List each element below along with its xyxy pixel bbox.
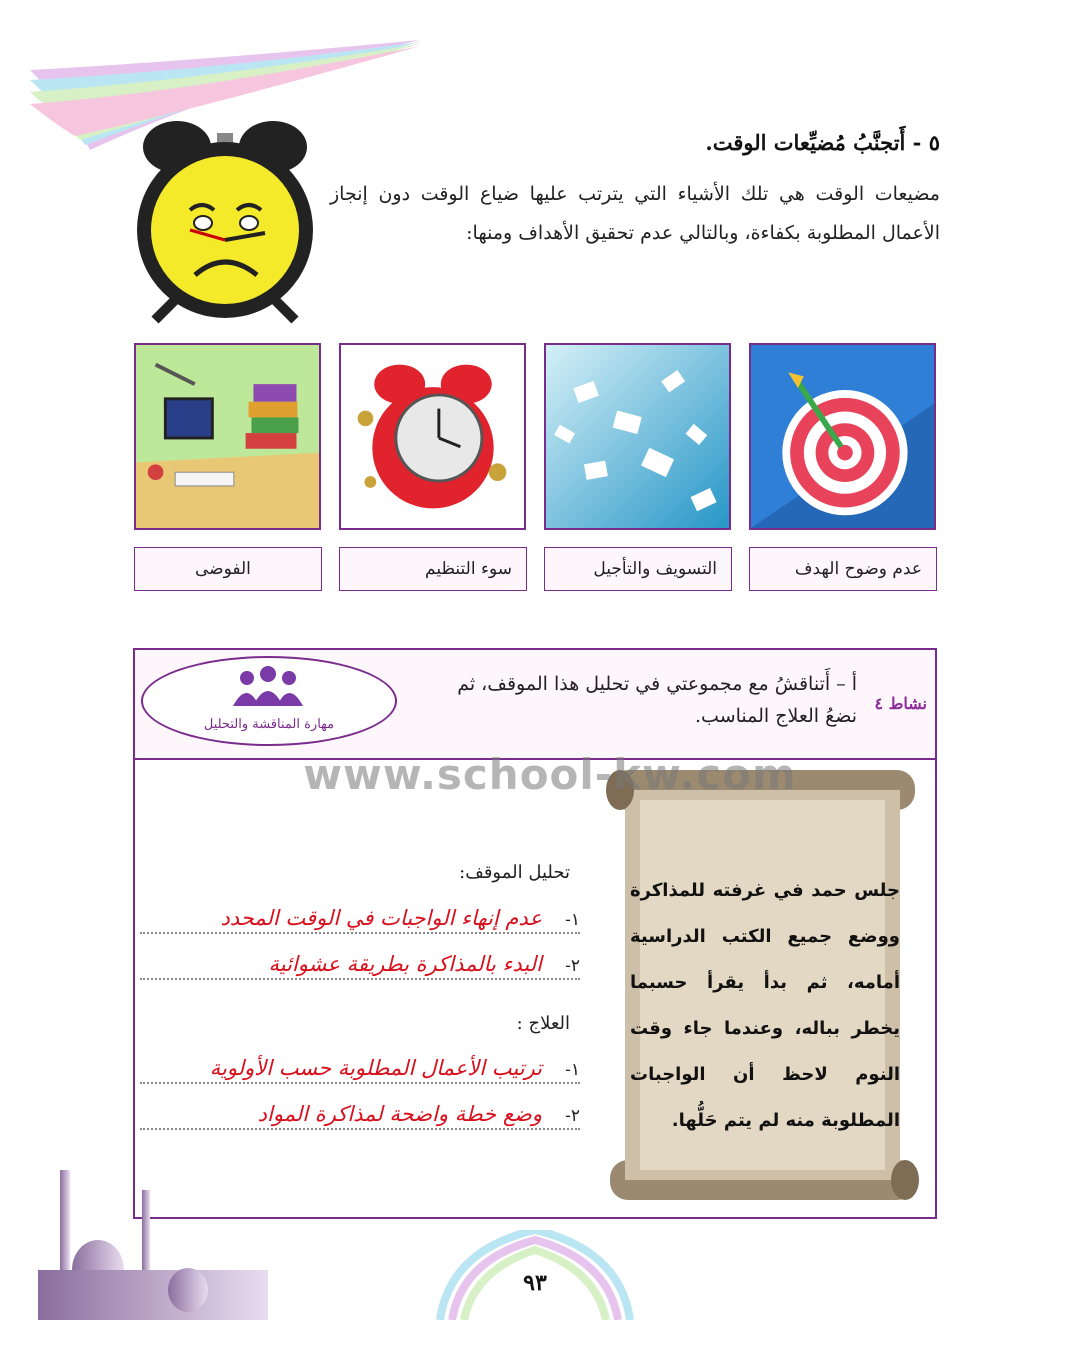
treatment-answer-2: وضع خطة واضحة لمذاكرة المواد [257, 1102, 542, 1126]
analysis-title: تحليل الموقف: [459, 862, 570, 883]
section-intro: مضيعات الوقت هي تلك الأشياء التي يترتب عليها ضياع الوقت دون إنجاز الأعمال المطلوبة بكفاءة، وبالتالي عدم تحقيق الأهداف ومنها: [330, 183, 940, 244]
activity-instruction: أ – أَتناقشُ مع مجموعتي في تحليل هذا الموقف، ثم نضعُ العلاج المناسب. [457, 673, 857, 727]
group-people-icon [233, 664, 303, 708]
label-poor-organization: سوء التنظيم [339, 547, 527, 591]
activity-header [135, 650, 935, 760]
target-icon [751, 345, 934, 528]
sad-clock-icon [135, 115, 315, 325]
label-unclear-goal: عدم وضوح الهدف [749, 547, 937, 591]
papers-tile [544, 343, 731, 530]
skill-label: مهارة المناقشة والتحليل [203, 717, 335, 732]
clock-tile [339, 343, 526, 530]
analysis-line-2[interactable] [140, 948, 580, 980]
scenario-text: جلس حمد في غرفته للمذاكرة ووضع جميع الكتب الدراسية أمامه، ثم بدأ يقرأ حسبما يخطر بباله، وعندما جاء وقت النوم لاحظ أن الواجبات المطلوبة منه لم يتم حَلُّها. [630, 880, 900, 1131]
section-heading: ٥ - أَتجنَّبُ مُضيِّعات الوقت. [705, 130, 940, 155]
target-tile [749, 343, 936, 530]
desk-tile [134, 343, 321, 530]
flying-papers-icon [546, 345, 729, 528]
mosque-silhouette-icon [38, 1150, 268, 1320]
activity-number: نشاط ٤ [874, 694, 927, 713]
broken-clock-icon [341, 345, 524, 528]
treatment-line-2[interactable] [140, 1098, 580, 1130]
analysis-num-1: ١- [565, 910, 580, 930]
treatment-title: العلاج : [516, 1013, 570, 1034]
treatment-num-1: ١- [565, 1060, 580, 1080]
label-chaos: الفوضى [134, 547, 322, 591]
watermark-text: www.school-kw.com [303, 750, 797, 799]
analysis-num-2: ٢- [565, 956, 580, 976]
messy-desk-icon [136, 345, 319, 528]
label-procrastination: التسويف والتأجيل [544, 547, 732, 591]
analysis-answer-1: عدم إنهاء الواجبات في الوقت المحدد [220, 906, 542, 930]
treatment-line-1[interactable] [140, 1052, 580, 1084]
analysis-line-1[interactable] [140, 902, 580, 934]
treatment-num-2: ٢- [565, 1106, 580, 1126]
analysis-answer-2: البدء بالمذاكرة بطريقة عشوائية [268, 952, 542, 976]
page-number: ٩٣ [523, 1270, 547, 1296]
skill-badge [141, 656, 397, 746]
treatment-answer-1: ترتيب الأعمال المطلوبة حسب الأولوية [209, 1056, 542, 1080]
